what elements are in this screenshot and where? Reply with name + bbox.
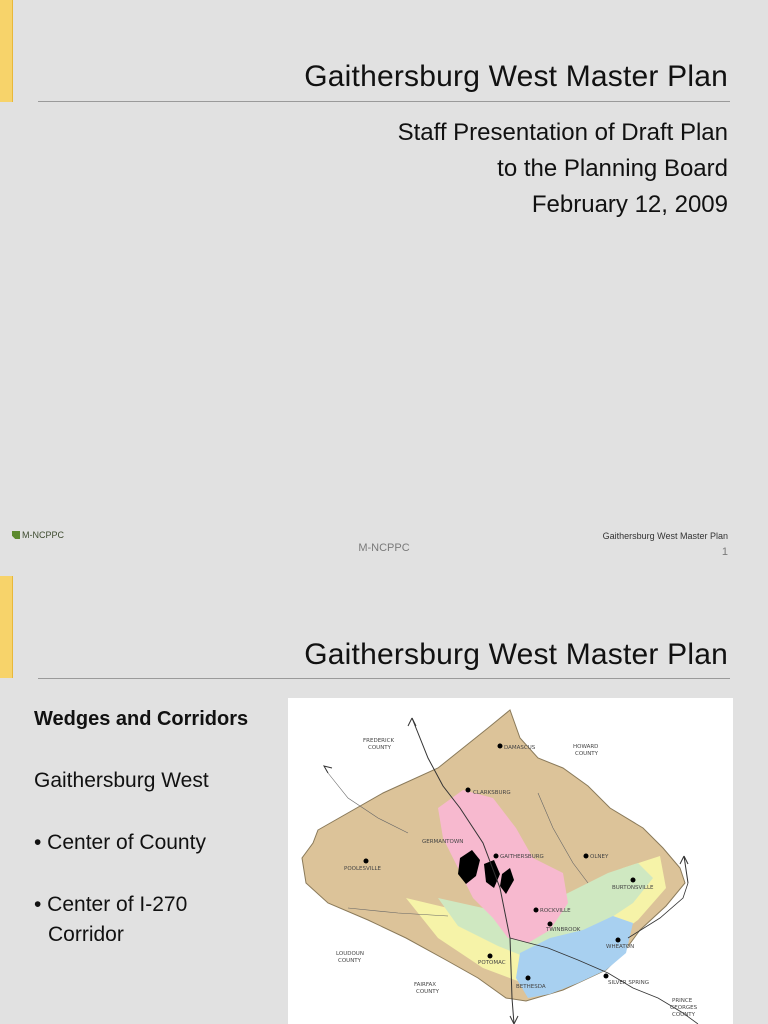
- footer-right: [603, 528, 728, 560]
- map-label-burtonsville: BURTONSVILLE: [612, 885, 654, 891]
- map-label-clarksburg: CLARKSBURG: [473, 790, 511, 796]
- town-dot: [466, 788, 471, 793]
- map-label-wheaton: WHEATON: [606, 944, 635, 950]
- map-label-poolesville: POOLESVILLE: [344, 866, 381, 872]
- map-label-gaithersburg: GAITHERSBURG: [500, 854, 544, 860]
- map-label-pg-2: GEORGES: [670, 1005, 698, 1011]
- slide-title: Gaithersburg West Master Plan: [304, 638, 728, 671]
- accent-bar: [0, 576, 13, 678]
- map-label-germantown: GERMANTOWN: [422, 839, 464, 845]
- footer-logo-text: M-NCPPC: [22, 530, 64, 540]
- map-label-potomac: POTOMAC: [478, 960, 506, 966]
- list-item: • Center of I-270: [34, 893, 188, 916]
- footer-center-text: M-NCPPC: [358, 542, 410, 554]
- subtitle-line-2: to the Planning Board: [497, 155, 728, 182]
- list-item: • Center of County: [34, 831, 206, 854]
- subtitle-line-3: February 12, 2009: [531, 191, 728, 218]
- map-label-pg-1: PRINCE: [672, 998, 693, 1004]
- map-label-howard-2: COUNTY: [575, 751, 599, 757]
- map-label-rockville: ROCKVILLE: [540, 908, 571, 914]
- town-dot: [604, 974, 609, 979]
- map-label-loudoun-2: COUNTY: [338, 958, 362, 964]
- town-dot: [534, 908, 539, 913]
- list-item: Gaithersburg West: [34, 769, 209, 792]
- map-label-frederick-2: COUNTY: [368, 745, 392, 751]
- map-label-fairfax-2: COUNTY: [416, 989, 440, 995]
- town-dot: [584, 854, 589, 859]
- map-label-twinbrook: TWINBROOK: [546, 927, 581, 933]
- map-label-howard-1: HOWARD: [573, 744, 599, 750]
- bullet-list: [34, 704, 248, 950]
- town-dot: [364, 859, 369, 864]
- map-label-fairfax-1: FAIRFAX: [414, 982, 437, 988]
- town-dot: [494, 854, 499, 859]
- map-label-silver-spring: SILVER SPRING: [608, 980, 650, 986]
- map-label-loudoun-1: LOUDOUN: [336, 951, 364, 957]
- map-image: [288, 698, 733, 1024]
- map-label-frederick-1: FREDERICK: [363, 738, 395, 744]
- county-wedges-map: [288, 698, 733, 1024]
- accent-bar: [0, 0, 13, 102]
- footer-logo: [12, 530, 64, 540]
- mncppc-logo-icon: [12, 531, 20, 539]
- town-dot: [548, 922, 553, 927]
- town-dot: [616, 938, 621, 943]
- subtitle-line-1: Staff Presentation of Draft Plan: [397, 119, 728, 146]
- list-item-continuation: Corridor: [48, 923, 124, 946]
- town-dot: [631, 878, 636, 883]
- title-divider: [38, 101, 730, 102]
- town-dot: [488, 954, 493, 959]
- map-label-damascus: DAMASCUS: [504, 745, 536, 751]
- section-heading: Wedges and Corridors: [34, 708, 249, 730]
- slide-title: Gaithersburg West Master Plan: [304, 60, 728, 93]
- slide-2: [0, 576, 768, 1024]
- map-label-olney: OLNEY: [590, 854, 609, 860]
- arrow-icon: [324, 766, 332, 773]
- town-dot: [498, 744, 503, 749]
- title-divider: [38, 678, 730, 679]
- map-label-bethesda: BETHESDA: [516, 984, 546, 990]
- town-dot: [526, 976, 531, 981]
- page-number: 1: [721, 546, 728, 558]
- map-label-pg-3: COUNTY: [672, 1012, 696, 1018]
- footer-right-title: Gaithersburg West Master Plan: [602, 531, 728, 541]
- subtitle: [398, 115, 728, 223]
